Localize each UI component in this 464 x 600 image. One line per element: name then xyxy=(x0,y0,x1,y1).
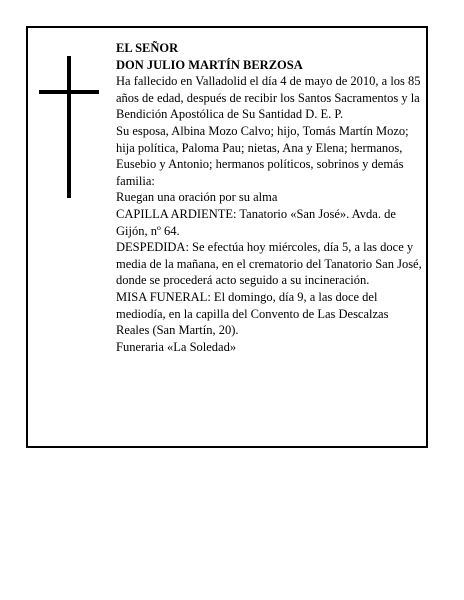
cross-vertical-bar xyxy=(67,56,71,198)
death-announcement: Ha fallecido en Valladolid el día 4 de mayo de 2010, a los 85 años de edad, después de recibir los Santos Sacramentos y la Bendición Apostólica de Su Santidad D. E. P. xyxy=(116,74,421,122)
prayer-request: Ruegan una oración por su alma xyxy=(116,190,278,205)
chapel-info: CAPILLA ARDIENTE: Tanatorio «San José». Avda. de Gijón, nº 64. xyxy=(116,206,396,238)
funeral-mass-info: MISA FUNERAL: El domingo, día 9, a las doce del mediodía, en la capilla del Convento de Las Descalzas Reales (San Martín, 20). xyxy=(116,289,389,338)
latin-cross-icon xyxy=(39,56,99,198)
deceased-name: DON JULIO MARTÍN BERZOSA xyxy=(116,57,303,72)
cross-horizontal-bar xyxy=(39,90,99,94)
farewell-info: DESPEDIDA: Se efectúa hoy miércoles, día 5, a las doce y media de la mañana, en el crematorio del Tanatorio San José, donde se procederá acto seguido a su incineración. xyxy=(116,240,422,288)
notice-title-line1: EL SEÑOR xyxy=(116,41,179,55)
funeral-home: Funeraria «La Soledad» xyxy=(116,339,237,354)
obituary-notice xyxy=(26,26,428,448)
family-list: Su esposa, Albina Mozo Calvo; hijo, Tomás Martín Mozo; hija política, Paloma Pau; nietas, Ana y Elena; hermanos, Eusebio y Antonio; hermanos políticos, sobrinos y demás familia: xyxy=(116,123,409,188)
notice-text xyxy=(116,40,424,355)
